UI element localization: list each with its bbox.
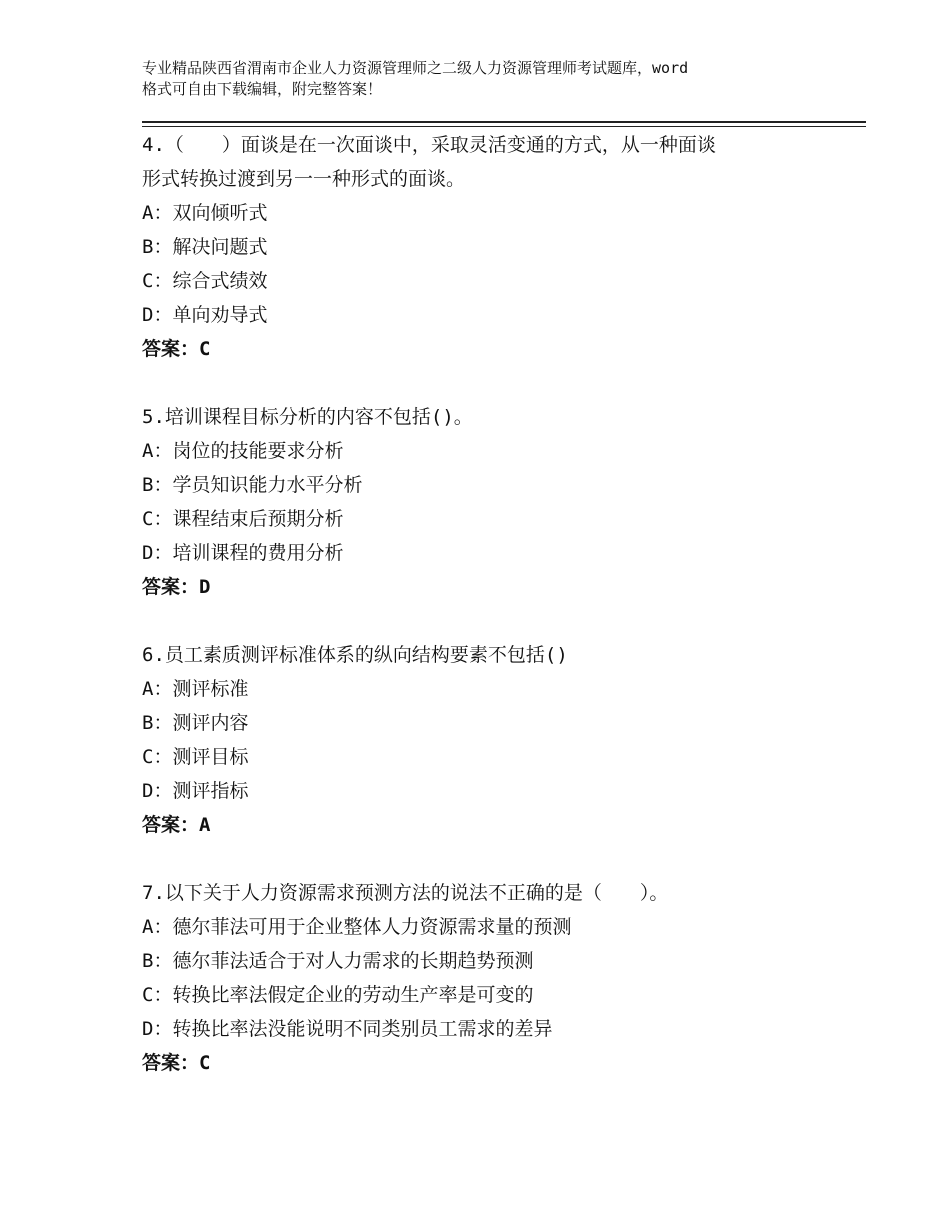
answer-label: 答案： [142, 338, 200, 360]
answer-value: C [199, 338, 211, 360]
answer-value: D [199, 576, 211, 598]
answer-value: C [199, 1052, 211, 1074]
option-d: D：测评指标 [142, 780, 249, 802]
question-6 [142, 638, 866, 842]
option-b: B：测评内容 [142, 712, 249, 734]
answer-line [142, 808, 866, 842]
answer-line [142, 1046, 866, 1080]
option-a: A：测评标准 [142, 678, 249, 700]
option-b: B：德尔菲法适合于对人力需求的长期趋势预测 [142, 950, 534, 972]
answer-label: 答案： [142, 814, 200, 836]
option-c: C：课程结束后预期分析 [142, 508, 344, 530]
header-divider-thick [142, 121, 866, 123]
option-c: C：转换比率法假定企业的劳动生产率是可变的 [142, 984, 534, 1006]
question-stem: 形式转换过渡到另一一种形式的面谈。 [142, 168, 466, 190]
answer-label: 答案： [142, 576, 200, 598]
header-divider-thin [142, 126, 866, 127]
document-header [142, 58, 832, 100]
option-a: A：德尔菲法可用于企业整体人力资源需求量的预测 [142, 916, 572, 938]
question-4 [142, 128, 866, 366]
question-stem: 7.以下关于人力资源需求预测方法的说法不正确的是（ ）。 [142, 882, 669, 904]
option-c: C：测评目标 [142, 746, 249, 768]
question-7 [142, 876, 866, 1080]
option-d: D：单向劝导式 [142, 304, 268, 326]
option-a: A：岗位的技能要求分析 [142, 440, 344, 462]
question-stem: 4.（ ）面谈是在一次面谈中，采取灵活变通的方式，从一种面谈 [142, 134, 716, 156]
question-stem: 5.培训课程目标分析的内容不包括()。 [142, 406, 473, 428]
answer-line [142, 570, 866, 604]
question-list [142, 128, 866, 1114]
answer-label: 答案： [142, 1052, 200, 1074]
header-line-2: 格式可自由下载编辑，附完整答案！ [142, 80, 383, 98]
option-a: A：双向倾听式 [142, 202, 268, 224]
option-c: C：综合式绩效 [142, 270, 268, 292]
option-b: B：解决问题式 [142, 236, 268, 258]
answer-value: A [199, 814, 211, 836]
question-5 [142, 400, 866, 604]
option-d: D：培训课程的费用分析 [142, 542, 344, 564]
answer-line [142, 332, 866, 366]
header-line-1: 专业精品陕西省渭南市企业人力资源管理师之二级人力资源管理师考试题库，word [142, 59, 689, 77]
option-b: B：学员知识能力水平分析 [142, 474, 363, 496]
question-stem: 6.员工素质测评标准体系的纵向结构要素不包括() [142, 644, 568, 666]
option-d: D：转换比率法没能说明不同类别员工需求的差异 [142, 1018, 553, 1040]
